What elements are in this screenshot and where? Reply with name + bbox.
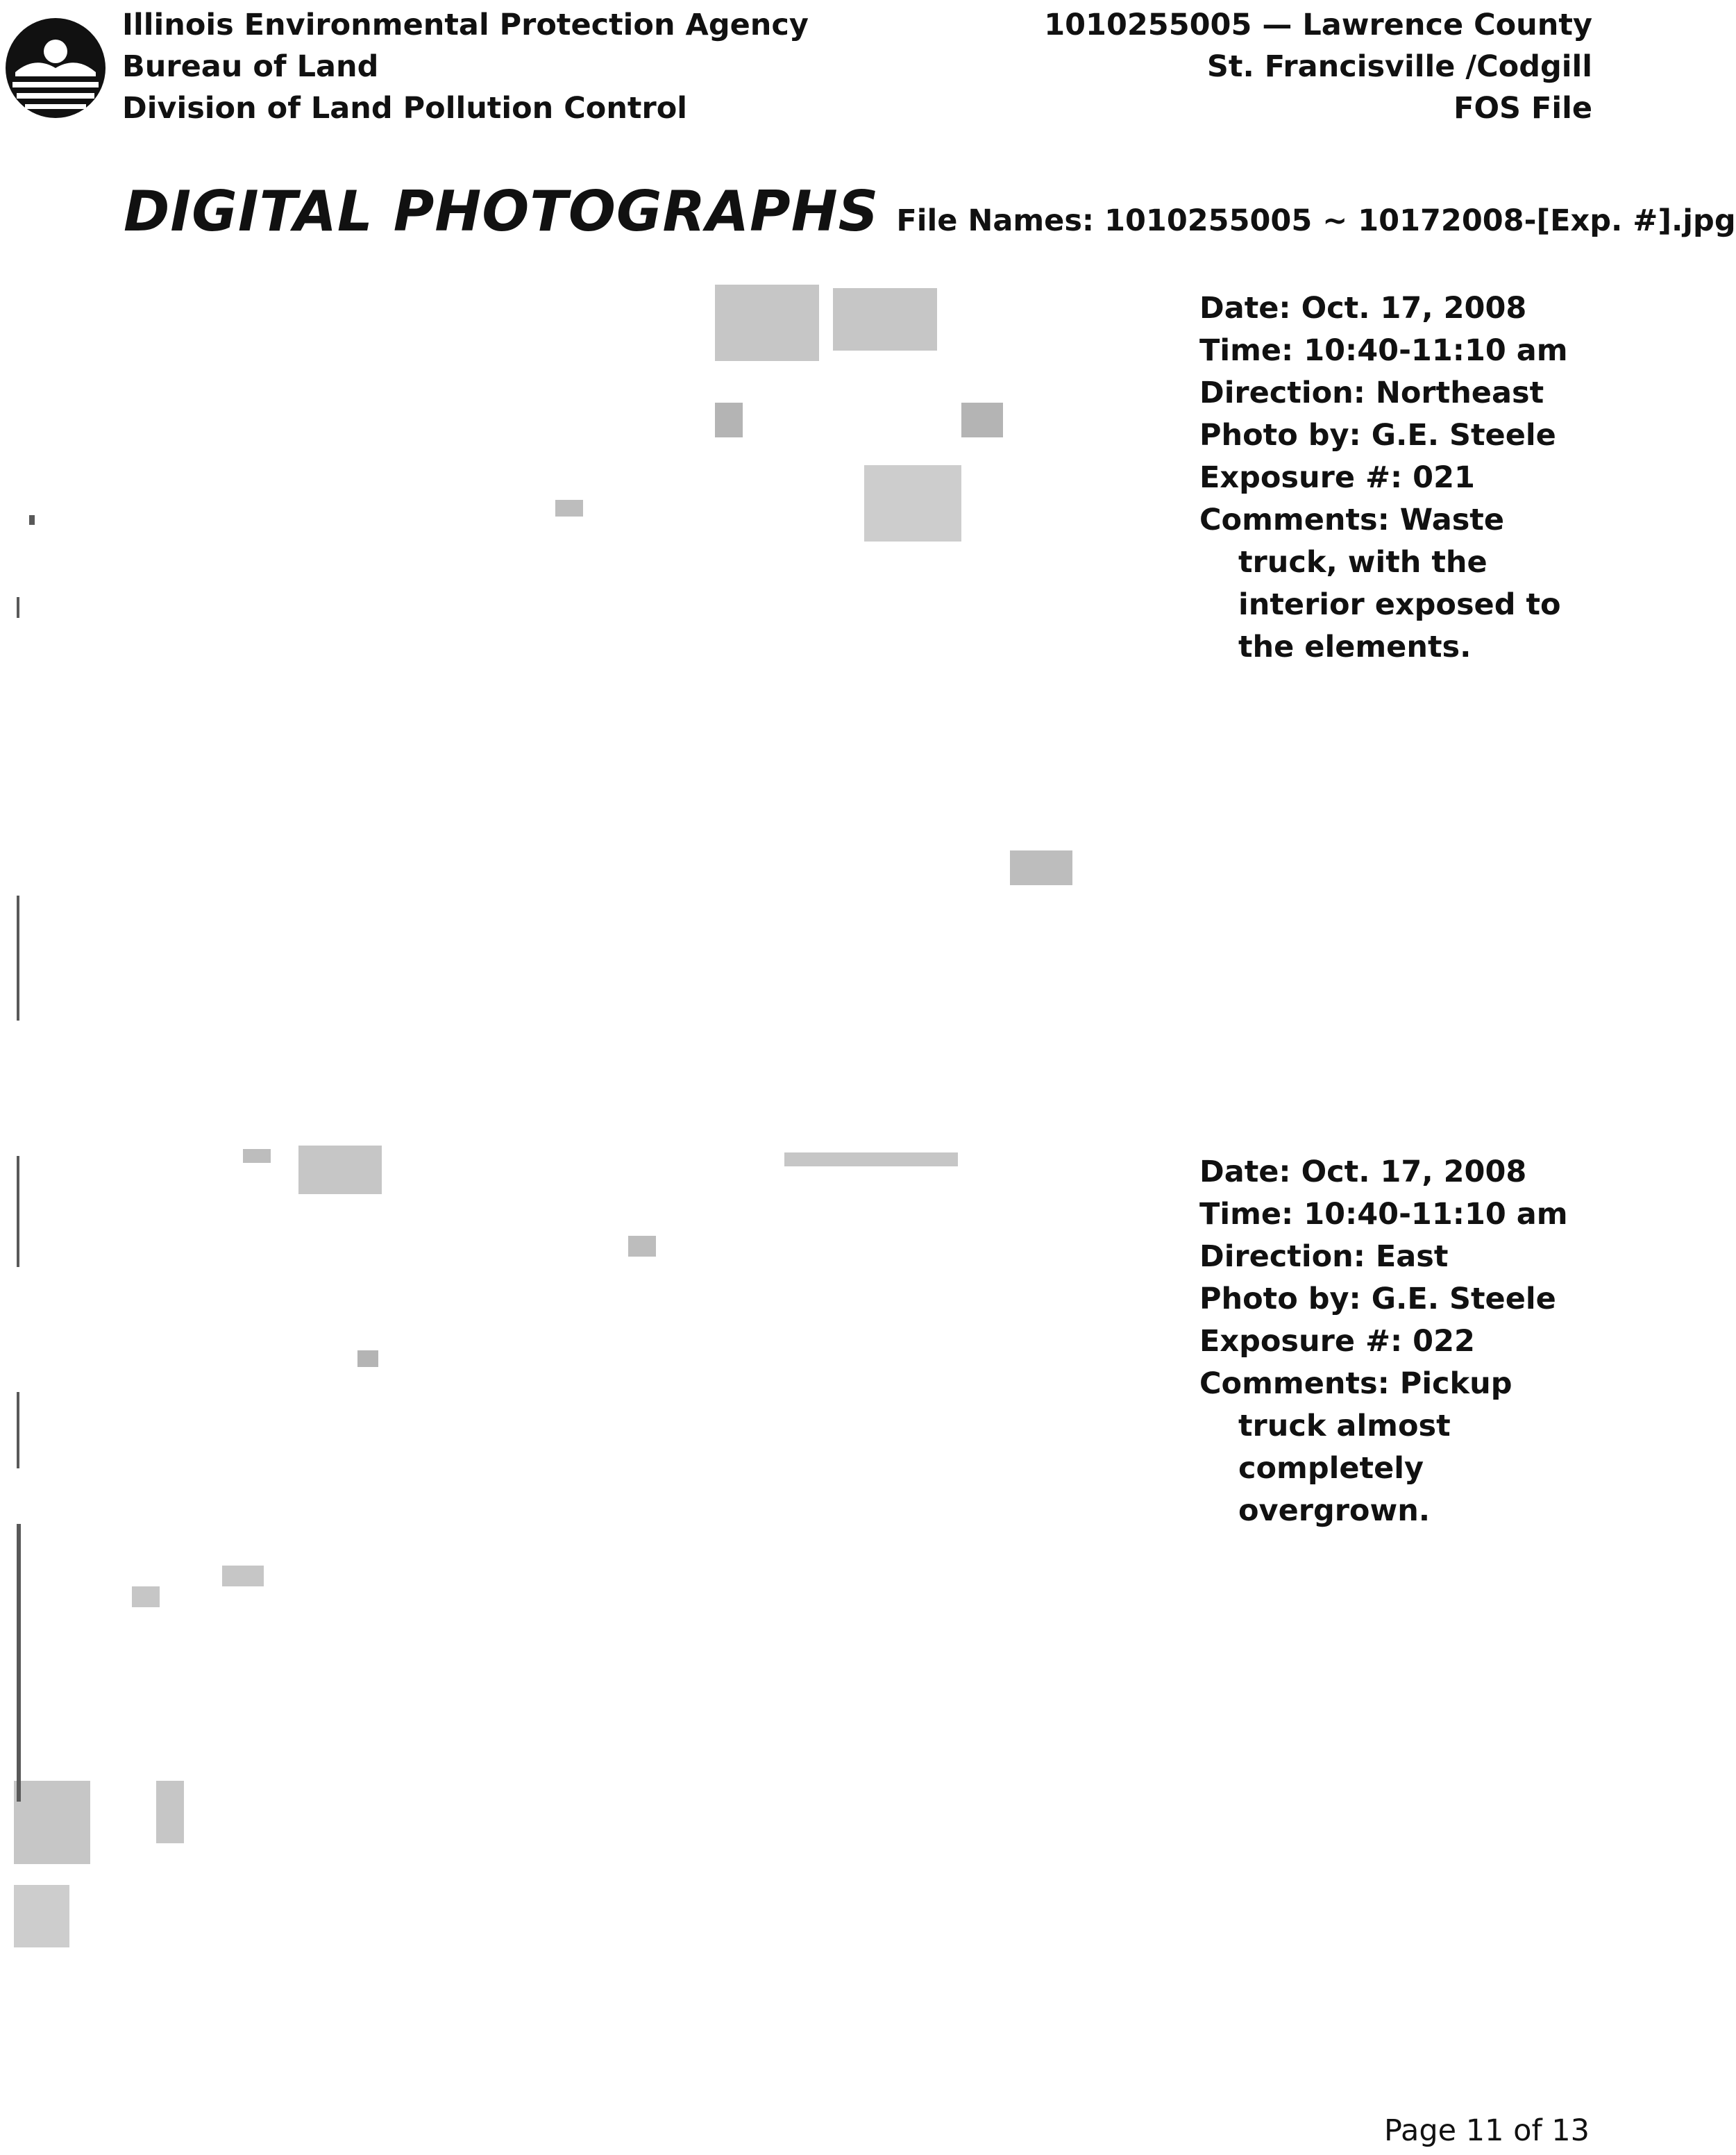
photo-1-comment-line: the elements. <box>1238 630 1472 664</box>
photo-2-direction: Direction: East <box>1199 1239 1449 1274</box>
agency-name: Illinois Environmental Protection Agency <box>122 8 809 42</box>
document-title: DIGITAL PHOTOGRAPHS <box>124 179 879 244</box>
photo-2-comment-line: truck almost <box>1238 1409 1451 1443</box>
site-id-county: 1010255005 — Lawrence County <box>1044 8 1592 42</box>
photo-2-comment-line: completely <box>1238 1451 1424 1486</box>
photo-2-exposure: Exposure #: 022 <box>1199 1324 1475 1359</box>
title-row <box>124 179 1736 244</box>
photo-2-photographer: Photo by: G.E. Steele <box>1199 1282 1556 1316</box>
bureau-name: Bureau of Land <box>122 49 379 84</box>
page-number: Page 11 of 13 <box>1384 2113 1590 2148</box>
file-names: File Names: 1010255005 ~ 10172008-[Exp. #].jpg <box>896 203 1736 238</box>
site-location: St. Francisville /Codgill <box>1206 49 1592 84</box>
photo-2-time: Time: 10:40-11:10 am <box>1199 1197 1568 1232</box>
illinois-epa-logo-icon <box>3 15 108 121</box>
photo-1-comment-line: interior exposed to <box>1238 587 1561 622</box>
photo-2-date: Date: Oct. 17, 2008 <box>1199 1155 1527 1189</box>
file-type: FOS File <box>1453 91 1592 126</box>
photo-2-caption <box>1199 1151 1574 1532</box>
division-name: Division of Land Pollution Control <box>122 91 687 126</box>
photo-1-image <box>0 271 1166 1125</box>
photo-1-date: Date: Oct. 17, 2008 <box>1199 291 1527 326</box>
photo-1-time: Time: 10:40-11:10 am <box>1199 333 1568 368</box>
photo-2-image <box>0 1128 1166 2045</box>
site-block <box>1044 4 1592 129</box>
photo-1-caption <box>1199 287 1574 669</box>
photo-1-comments-label: Comments: Waste <box>1199 503 1505 537</box>
photo-1-exposure: Exposure #: 021 <box>1199 460 1475 495</box>
photo-1-comment-line: truck, with the <box>1238 545 1488 580</box>
photo-1-photographer: Photo by: G.E. Steele <box>1199 418 1556 453</box>
photo-2-comment-line: overgrown. <box>1238 1493 1431 1528</box>
photo-1-direction: Direction: Northeast <box>1199 376 1544 410</box>
photo-2-comments-label: Comments: Pickup <box>1199 1366 1512 1401</box>
agency-block <box>122 4 809 129</box>
